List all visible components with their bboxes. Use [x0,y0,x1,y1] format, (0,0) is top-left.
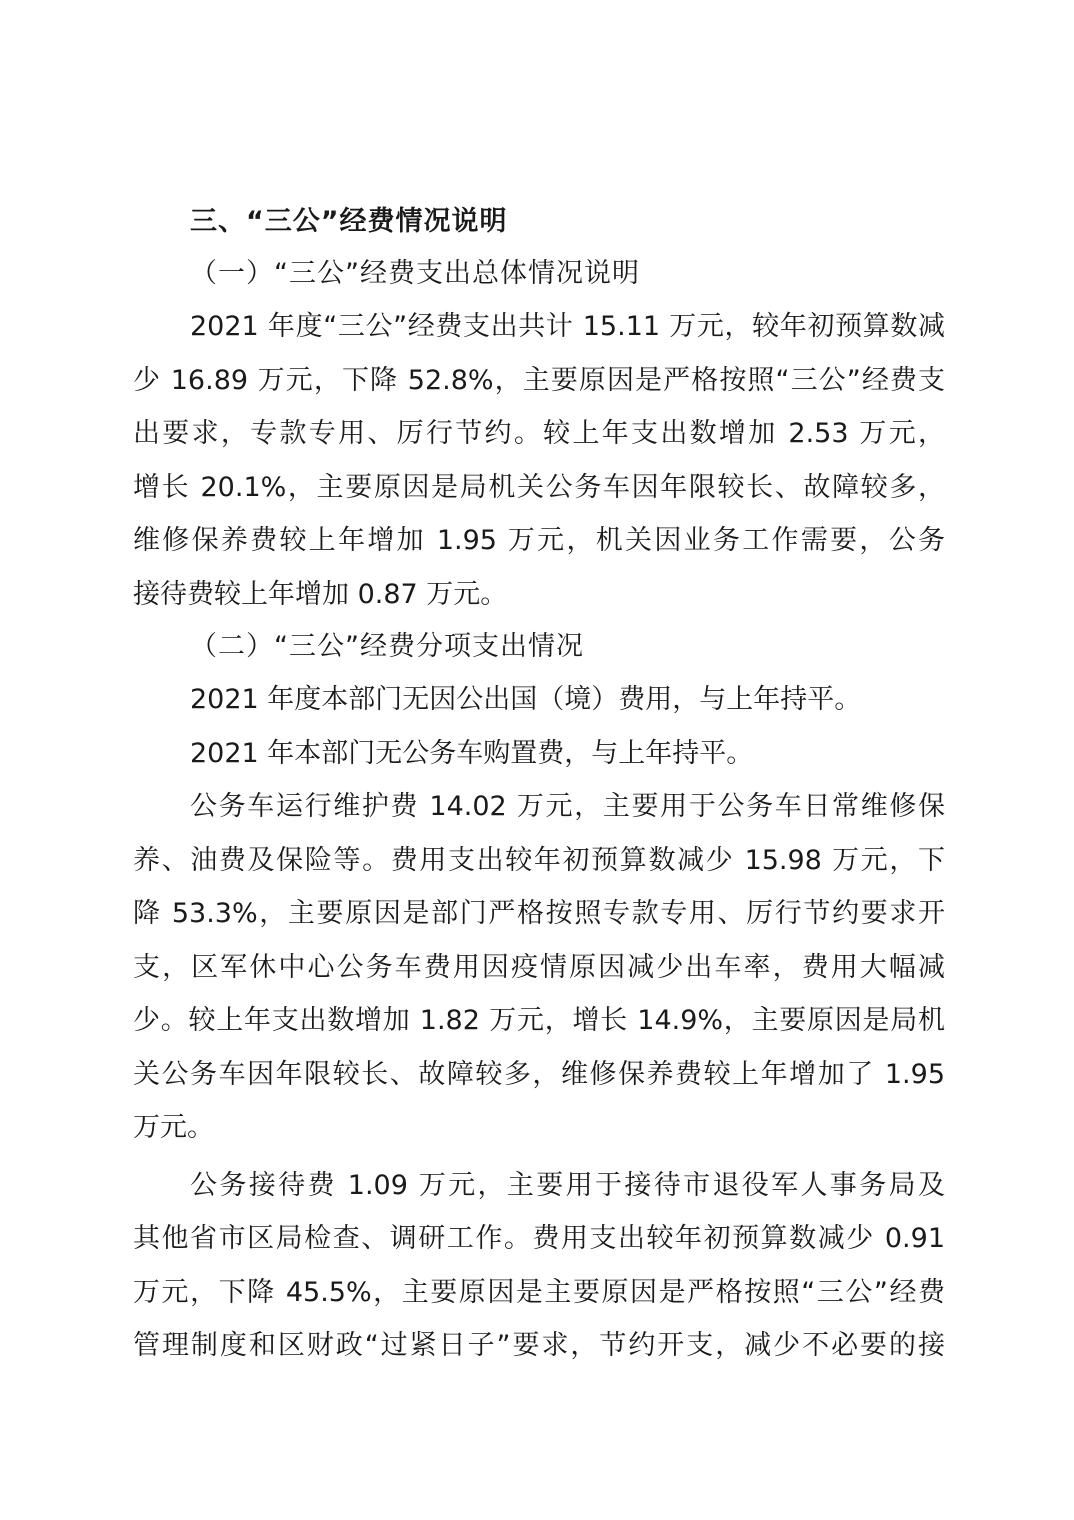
paragraph-line: 万元，下降 45.5%，主要原因是主要原因是严格按照“三公”经费 [133,1276,945,1308]
paragraph-line: 降 53.3%，主要原因是部门严格按照专款专用、厉行节约要求开 [133,898,945,929]
paragraph-line: 接待费较上年增加 0.87 万元。 [133,578,508,610]
paragraph-line: 少。较上年支出数增加 1.82 万元，增长 14.9%，主要原因是局机 [133,1005,945,1036]
subsection-title-itemized: （二）“三公”经费分项支出情况 [190,631,584,662]
document-body [133,196,945,1373]
paragraph-vehicle-purchase: 2021 年本部门无公务车购置费，与上年持平。 [190,737,754,769]
paragraph-line: 关公务车因年限较长、故障较多，维修保养费较上年增加了 1.95 [133,1058,945,1090]
subsection-title-overall: （一）“三公”经费支出总体情况说明 [190,258,640,289]
paragraph-line: 维修保养费较上年增加 1.95 万元，机关因业务工作需要，公务 [133,525,945,556]
paragraph-line: 管理制度和区财政“过紧日子”要求，节约开支，减少不必要的接 [133,1330,945,1361]
paragraph-line: 养、油费及保险等。费用支出较年初预算数减少 15.98 万元，下 [133,844,945,876]
paragraph-line: 少 16.89 万元，下降 52.8%，主要原因是严格按照“三公”经费支 [133,364,945,396]
section-title: 三、“三公”经费情况说明 [190,206,508,237]
paragraph-line: 万元。 [133,1112,214,1143]
paragraph-line: 2021 年度“三公”经费支出共计 15.11 万元，较年初预算数减 [190,311,945,342]
paragraph-line: 出要求，专款专用、厉行节约。较上年支出数增加 2.53 万元， [133,418,945,449]
paragraph-reception [133,1159,945,1373]
paragraph-overall [133,300,945,621]
paragraph-line: 公务车运行维护费 14.02 万元，主要用于公务车日常维修保 [190,791,945,822]
paragraph-abroad: 2021 年度本部门无因公出国（境）费用，与上年持平。 [190,684,862,715]
paragraph-line: 增长 20.1%，主要原因是局机关公务车因年限较长、故障较多， [133,471,945,503]
paragraph-line: 支，区军休中心公务车费用因疫情原因减少出车率，费用大幅减 [133,951,945,983]
paragraph-line: 公务接待费 1.09 万元，主要用于接待市退役军人事务局及 [190,1169,945,1201]
paragraph-line: 其他省市区局检查、调研工作。费用支出较年初预算数减少 0.91 [133,1223,945,1254]
paragraph-vehicle-maintenance [133,780,945,1155]
